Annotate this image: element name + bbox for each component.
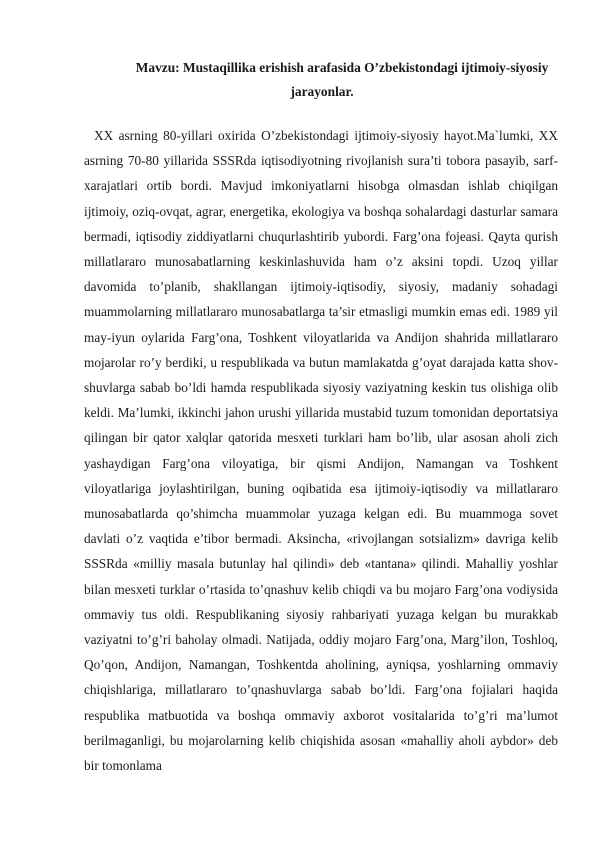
- body-paragraph: XX asrning 80-yillari oxirida O’zbekistondagi ijtimoiy-siyosiy hayot.Ma`lumki, XX asrning 70-80 yillarida SSSRda iqtisodiyotning rivojlanish sura’ti tobora pasayib, sarf-xarajatlari ortib bordi. Mavjud imkoniyatlarni hisobga olmasdan ishlab chiqilgan ijtimoiy, oziq-ovqat, agrar, energetika, ekologiya va boshqa sohalardagi dasturlar samara bermadi, iqtisodiy ziddiyatlarni chuqurlashtirib yubordi. Farg’ona fojeasi. Qayta qurish millatlararo munosabatlarning keskinlashuvida ham o’z aksini topdi. Uzoq yillar davomida to’planib, shakllangan ijtimoiy-iqtisodiy, siyosiy, madaniy sohadagi muammolarning millatlararo munosabatlarga ta’sir etmasligi mumkin emas edi. 1989 yil may-iyun oylarida Farg’ona, Toshkent viloyatlarida va Andijon shahrida millatlararo mojarolar ro’y berdiki, u respublikada va butun mamlakatda g’oyat darajada katta shov-shuvlarga sabab bo’ldi hamda respublikada siyosiy vaziyatning keskin tus olishiga olib keldi. Ma’lumki, ikkinchi jahon urushi yillarida mustabid tuzum tomonidan deportatsiya qilingan bir qator xalqlar qatorida mesxeti turklari ham bo’lib, ular asosan aholi zich yashaydigan Farg’ona viloyatiga, bir qismi Andijon, Namangan va Toshkent viloyatlariga joylashtirilgan, buning oqibatida esa ijtimoiy-iqtisodiy va millatlararo munosabatlarda qo’shimcha muammolar yuzaga kelgan edi. Bu muammoga sovet davlati o’z vaqtida e’tibor bermadi. Aksincha, «rivojlangan sotsializm» davriga kelib SSSRda «milliy masala butunlay hal qilindi» deb «tantana» qilindi. Mahalliy yoshlar bilan mesxeti turklar o’rtasida to’qnashuv kelib chiqdi va bu mojaro Farg’ona vodiysida ommaviy tus oldi. Respublikaning siyosiy rahbariyati yuzaga kelgan bu murakkab vaziyatni to’g’ri baholay olmadi. Natijada, oddiy mojaro Farg’ona, Marg’ilon, Toshloq, Qo’qon, Andijon, Namangan, Toshkentda aholining, ayniqsa, yoshlarning ommaviy chiqishlariga, millatlararo to’qnashuvlarga sabab bo’ldi. Farg’ona fojialari haqida respublika matbuotida va boshqa ommaviy axborot vositalarida to’g’ri ma’lumot berilmaganligi, bu mojarolarning kelib chiqishida asosan «mahalliy aholi aybdor» deb bir tomonlama: [84, 128, 558, 774]
- document-title: Mavzu: Mustaqillika erishish arafasida O’zbekistondagi ijtimoiy-siyosiy jarayonlar.: [135, 60, 549, 99]
